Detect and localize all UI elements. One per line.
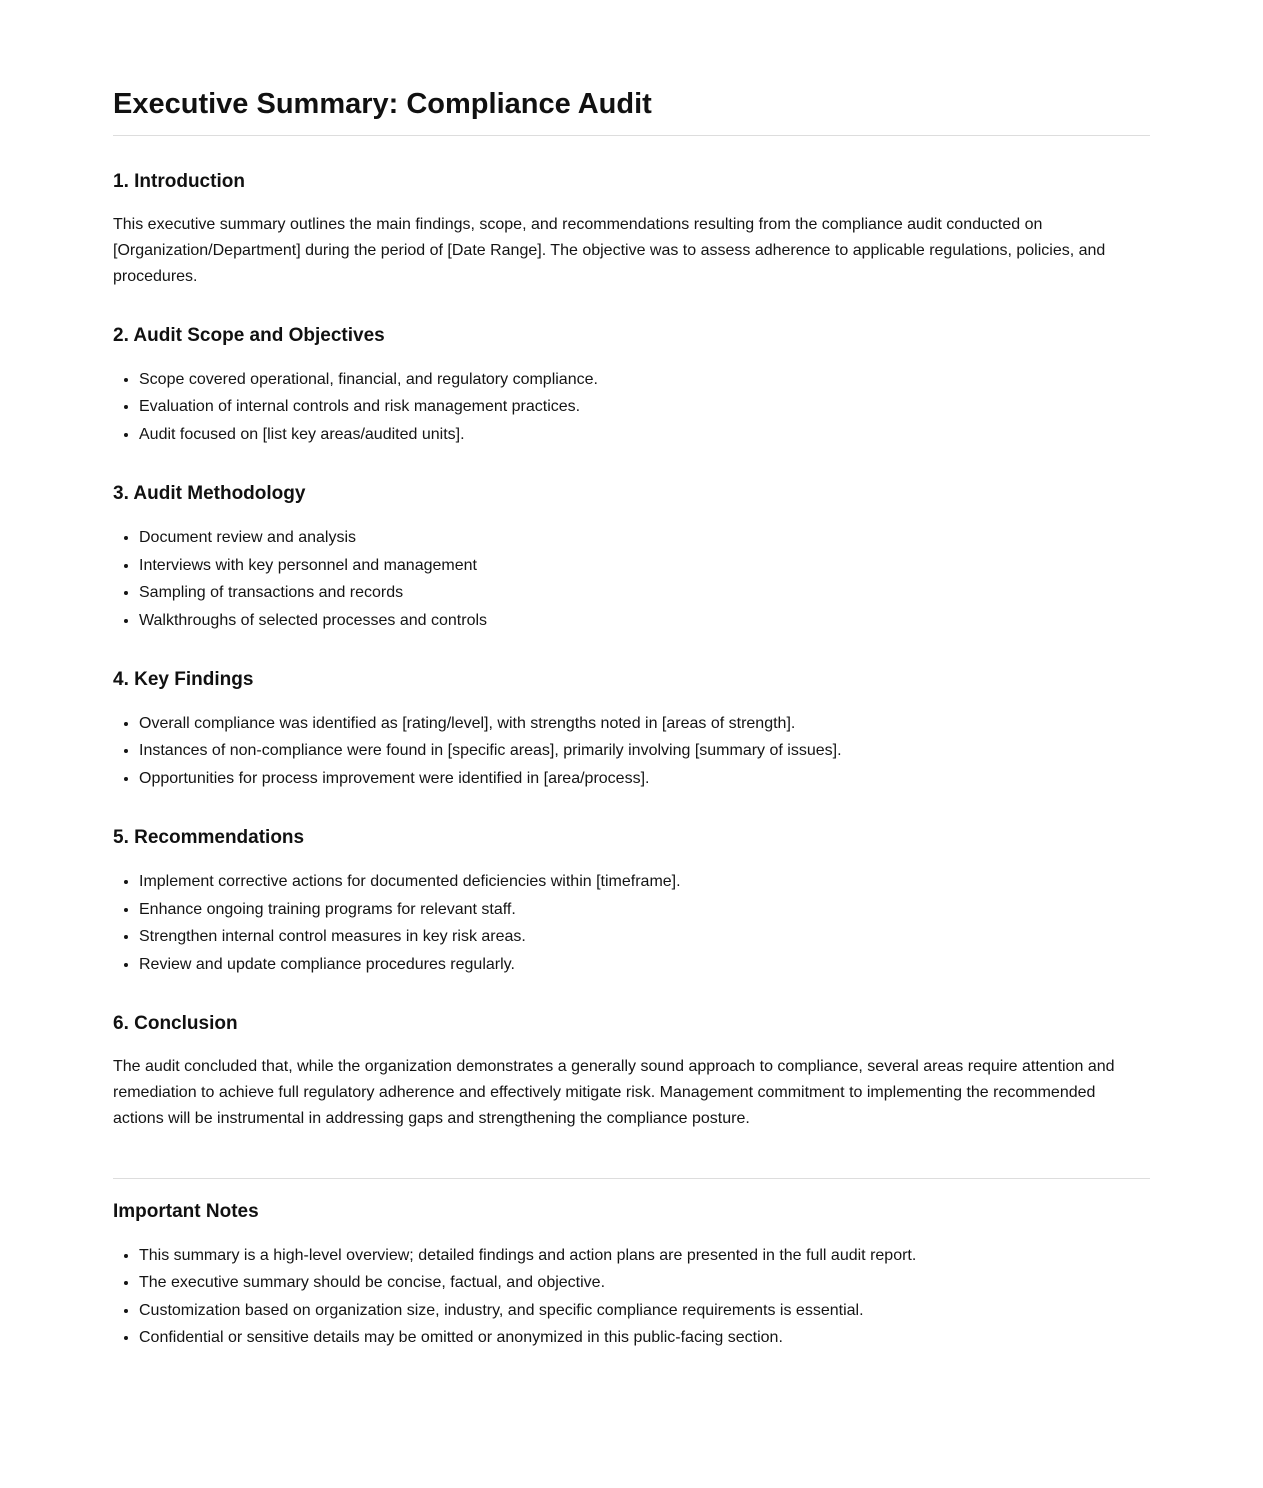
bullet-item: • Opportunities for process improvement were identified in [area/process]. — [139, 765, 1150, 793]
bullet-item: • Confidential or sensitive details may be omitted or anonymized in this public-facing section. — [139, 1324, 1150, 1352]
bullet-item: • Interviews with key personnel and management — [139, 552, 1150, 580]
bullet-list — [113, 710, 1150, 793]
section-audit-methodology — [113, 482, 1150, 634]
section-conclusion — [113, 1012, 1150, 1132]
page-title: Executive Summary: Compliance Audit — [113, 88, 1150, 136]
document-page — [113, 0, 1150, 1488]
bullet-item: • Enhance ongoing training programs for relevant staff. — [139, 896, 1150, 924]
bullet-item: • The executive summary should be concise, factual, and objective. — [139, 1269, 1150, 1297]
section-key-findings — [113, 668, 1150, 792]
bullet-item: • Implement corrective actions for documented deficiencies within [timeframe]. — [139, 868, 1150, 896]
bullet-item: • Scope covered operational, financial, and regulatory compliance. — [139, 366, 1150, 394]
bullet-item: • Review and update compliance procedures regularly. — [139, 951, 1150, 979]
section-heading: 6. Conclusion — [113, 1013, 238, 1035]
bullet-item: • Sampling of transactions and records — [139, 579, 1150, 607]
bullet-list — [113, 524, 1150, 634]
bullet-item: • Audit focused on [list key areas/audited units]. — [139, 421, 1150, 449]
bullet-item: • Document review and analysis — [139, 524, 1150, 552]
section-heading: 5. Recommendations — [113, 827, 305, 849]
bullet-list — [113, 366, 1150, 449]
bullet-item: • Walkthroughs of selected processes and controls — [139, 607, 1150, 635]
bullet-item: • Evaluation of internal controls and risk management practices. — [139, 393, 1150, 421]
section-heading: 3. Audit Methodology — [113, 483, 306, 505]
bullet-item: • Instances of non-compliance were found in [specific areas], primarily involving [summary of issues]. — [139, 737, 1150, 765]
bullet-item: • Overall compliance was identified as [rating/level], with strengths noted in [areas of strength]. — [139, 710, 1150, 738]
paragraph: This executive summary outlines the main findings, scope, and recommendations resulting from the compliance audit conducted on [Organization/Department] during the period of [Date Range]. The objective was to assess adherence to applicable regulations, policies, and procedures. — [113, 216, 1106, 286]
bullet-list — [113, 868, 1150, 978]
bullet-item: • Customization based on organization size, industry, and specific compliance requirements is essential. — [139, 1297, 1150, 1325]
section-important-notes — [113, 1200, 1150, 1352]
section-heading: 4. Key Findings — [113, 669, 254, 691]
section-recommendations — [113, 826, 1150, 978]
divider — [113, 1178, 1150, 1179]
bullet-item: • Strengthen internal control measures in key risk areas. — [139, 923, 1150, 951]
section-heading: 1. Introduction — [113, 171, 245, 193]
paragraph: The audit concluded that, while the organization demonstrates a generally sound approach to compliance, several areas require attention and remediation to achieve full regulatory adherence and effectively mitigate risk. Management commitment to implementing the recommended actions will be instrumental in addressing gaps and strengthening the compliance posture. — [113, 1057, 1115, 1127]
section-heading: Important Notes — [113, 1200, 259, 1222]
bullet-item: • This summary is a high-level overview; detailed findings and action plans are presented in the full audit report. — [139, 1242, 1150, 1270]
section-introduction — [113, 170, 1150, 290]
section-audit-scope — [113, 324, 1150, 448]
bullet-list — [113, 1242, 1150, 1352]
section-heading: 2. Audit Scope and Objectives — [113, 325, 385, 347]
